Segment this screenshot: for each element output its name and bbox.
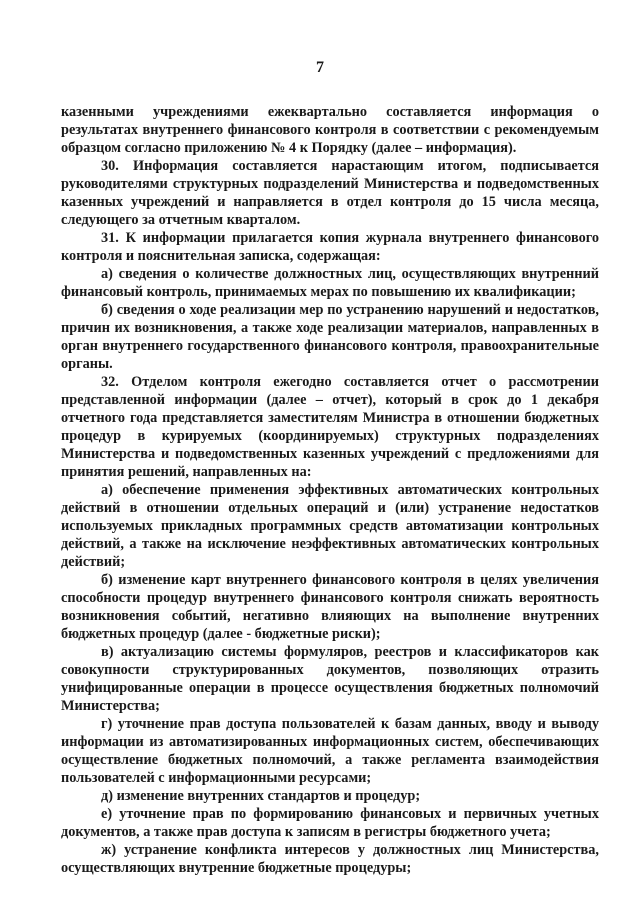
paragraph-32-v: в) актуализацию системы формуляров, реестров и классификаторов как совокупности структурированных документов, позволяющих отразить унифицированные операции в процессе осуществления бюджетных полномочий Министерства; [61,644,599,714]
paragraph-32-a: а) обеспечение применения эффективных автоматических контрольных действий в отношении отдельных операций и (или) устранение недостатков используемых прикладных программных средств автоматизации контрольных действий, а также на исключение неэффективных автоматических контрольных действий; [61,482,599,570]
paragraph-32-d: д) изменение внутренних стандартов и процедур; [101,788,421,804]
document-body [61,103,599,877]
paragraph-32-zh: ж) устранение конфликта интересов у должностных лиц Министерства, осуществляющих внутренние бюджетные процедуры; [61,842,599,876]
paragraph-32-b: б) изменение карт внутреннего финансового контроля в целях увеличения способности процедур внутреннего финансового контроля снижать вероятность возникновения событий, негативно влияющих на выполнение внутренних бюджетных процедур (далее - бюджетные риски); [61,572,599,642]
paragraph-31: 31. К информации прилагается копия журнала внутреннего финансового контроля и пояснительная записка, содержащая: [61,230,599,264]
paragraph-32: 32. Отделом контроля ежегодно составляется отчет о рассмотрении представленной информации (далее – отчет), который в срок до 1 декабря отчетного года представляется заместителям Министра в отношении бюджетных процедур в курируемых (координируемых) структурных подразделениях Министерства и подведомственных казенных учреждений с предложениями для принятия решений, направленных на: [61,374,599,480]
paragraph-30: 30. Информация составляется нарастающим итогом, подписывается руководителями структурных подразделений Министерства и подведомственных казенных учреждений и направляется в отдел контроля до 15 числа месяца, следующего за отчетным кварталом. [61,158,599,228]
paragraph-32-e: е) уточнение прав по формированию финансовых и первичных учетных документов, а также прав доступа к записям в регистры бюджетного учета; [61,806,599,840]
page-number: 7 [316,59,324,76]
paragraph-continuation: казенными учреждениями ежеквартально составляется информация о результатах внутреннего финансового контроля в соответствии с рекомендуемым образцом согласно приложению № 4 к Порядку (далее – информация). [61,104,599,156]
paragraph-31-b: б) сведения о ходе реализации мер по устранению нарушений и недостатков, причин их возникновения, а также ходе реализации материалов, направленных в орган внутреннего государственного финансового контроля, правоохранительные органы. [61,302,599,372]
paragraph-31-a: а) сведения о количестве должностных лиц, осуществляющих внутренний финансовый контроль, принимаемых мерах по повышению их квалификации; [61,266,599,300]
paragraph-32-g: г) уточнение прав доступа пользователей к базам данных, вводу и выводу информации из автоматизированных информационных систем, обеспечивающих осуществление бюджетных полномочий, а также регламента взаимодействия пользователей с информационными ресурсами; [61,716,599,786]
